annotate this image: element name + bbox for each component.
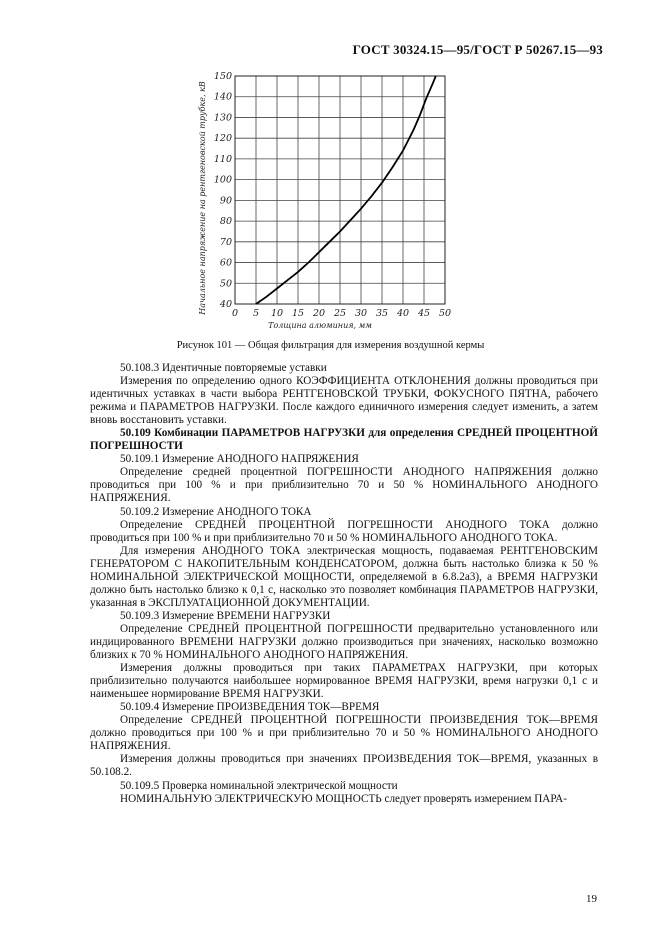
y-tick-label: 60: [219, 257, 232, 269]
body-text: [90, 362, 598, 806]
kv-vs-aluminium-chart: [180, 66, 480, 336]
y-tick-label: 100: [213, 174, 232, 186]
x-axis-label: Толщина алюминия, мм: [268, 321, 372, 330]
x-tick-label: 20: [312, 308, 326, 319]
clause-heading: 50.109.1 Измерение АНОДНОГО НАПРЯЖЕНИЯ: [120, 453, 359, 466]
paragraph: Определение СРЕДНЕЙ ПРОЦЕНТНОЙ ПОГРЕШНОСТИ АНОДНОГО ТОКА должно проводиться при 100 % и при приблизительно 70 и 50 % НОМИНАЛЬНОГО АНОДНОГО ТОКА.: [90, 518, 598, 544]
clause-heading: 50.109.3 Измерение ВРЕМЕНИ НАГРУЗКИ: [120, 609, 331, 622]
x-tick-label: 40: [396, 308, 410, 319]
x-tick-label: 0: [231, 308, 239, 319]
x-tick-label: 25: [333, 308, 347, 319]
y-tick-label: 150: [213, 71, 232, 82]
x-tick-label: 5: [252, 308, 260, 319]
document-header: ГОСТ 30324.15—95/ГОСТ Р 50267.15—93: [352, 42, 603, 57]
y-tick-label: 90: [219, 195, 232, 207]
clause-heading: 50.109.4 Измерение ПРОИЗВЕДЕНИЯ ТОК—ВРЕМЯ: [120, 701, 380, 714]
y-tick-label: 140: [213, 91, 232, 103]
clause-heading: 50.108.3 Идентичные повторяемые уставки: [120, 362, 327, 374]
paragraph: Определение СРЕДНЕЙ ПРОЦЕНТНОЙ ПОГРЕШНОСТИ предварительно установленного или индицированного ВРЕМЕНИ НАГРУЗКИ должно производиться при значениях, насколько возможно близких к 70 % НОМИНАЛЬНОГО АНОДНОГО НАПРЯЖЕНИЯ.: [90, 622, 598, 662]
paragraph: Определение СРЕДНЕЙ ПРОЦЕНТНОЙ ПОГРЕШНОСТИ ПРОИЗВЕДЕНИЯ ТОК—ВРЕМЯ должно проводиться при 100 % и при приблизительно 70 и 50 % НОМИНАЛЬНОГО АНОДНОГО НАПРЯЖЕНИЯ.: [90, 714, 598, 753]
clause-heading: 50.109.2 Измерение АНОДНОГО ТОКА: [120, 505, 312, 518]
paragraph: Определение средней процентной ПОГРЕШНОСТИ АНОДНОГО НАПРЯЖЕНИЯ должно проводиться при 100 % и при приблизительно 70 и 50 % НОМИНАЛЬНОГО АНОДНОГО НАПРЯЖЕНИЯ.: [90, 466, 598, 505]
page-number: 19: [586, 893, 597, 905]
x-tick-label: 30: [354, 308, 368, 319]
y-tick-label: 70: [219, 236, 232, 248]
x-tick-label: 35: [375, 308, 389, 319]
y-tick-label: 80: [219, 216, 232, 228]
paragraph: НОМИНАЛЬНУЮ ЭЛЕКТРИЧЕСКУЮ МОЩНОСТЬ следует проверять измерением ПАРА-: [120, 792, 567, 805]
series-line: [256, 76, 436, 304]
y-tick-label: 120: [213, 133, 232, 145]
y-axis-label: Начальное напряжение на рентгеновской трубке, кВ: [198, 81, 207, 315]
y-tick-label: 40: [219, 299, 232, 310]
figure-caption: Рисунок 101 — Общая фильтрация для измерения воздушной кермы: [176, 340, 485, 351]
y-tick-label: 50: [219, 278, 232, 290]
x-tick-label: 45: [417, 308, 431, 319]
paragraph: Измерения по определению одного КОЭФФИЦИЕНТА ОТКЛОНЕНИЯ должны проводиться при идентичных уставках в части выбора РЕНТГЕНОВСКОЙ ТРУБКИ, ФОКУСНОГО ПЯТНА, рабочего режима и ПАРАМЕТРОВ НАГРУЗКИ. После каждого единичного измерения следует изменить, а затем вновь восстановить уставки.: [90, 375, 598, 427]
paragraph: Измерения должны проводиться при значениях ПРОИЗВЕДЕНИЯ ТОК—ВРЕМЯ, указанных в 50.108.2.: [90, 753, 598, 779]
paragraph: Для измерения АНОДНОГО ТОКА электрическая мощность, подаваемая РЕНТГЕНОВСКИМ ГЕНЕРАТОРОМ С НАКОПИТЕЛЬНЫМ КОНДЕНСАТОРОМ, должна быть настолько близка к 50 % НОМИНАЛЬНОЙ ЭЛЕКТРИЧЕСКОЙ МОЩНОСТИ, определяемой в 6.8.2а3), а ВРЕМЯ НАГРУЗКИ должно быть настолько близко к 0,1 с, насколько это позволяет комбинация ПАРАМЕТРОВ НАГРУЗКИ, указанная в ЭКСПЛУАТАЦИОННОЙ ДОКУМЕНТАЦИИ.: [90, 544, 598, 609]
paragraph: Измерения должны проводиться при таких ПАРАМЕТРАХ НАГРУЗКИ, при которых приблизительно получаются наибольшее нормированное ВРЕМЯ НАГРУЗКИ, время нагрузки 0,1 с и наименьшее нормирование ВРЕМЯ НАГРУЗКИ.: [90, 662, 598, 701]
x-tick-label: 15: [291, 308, 305, 319]
clause-heading: 50.109.5 Проверка номинальной электрической мощности: [120, 779, 398, 792]
x-tick-label: 50: [438, 308, 452, 319]
y-tick-label: 110: [213, 153, 232, 165]
y-tick-label: 130: [213, 112, 232, 124]
section-heading: 50.109 Комбинации ПАРАМЕТРОВ НАГРУЗКИ для определения СРЕДНЕЙ ПРОЦЕНТНОЙ ПОГРЕШНОСТИ: [90, 427, 598, 453]
x-tick-label: 10: [270, 308, 284, 319]
